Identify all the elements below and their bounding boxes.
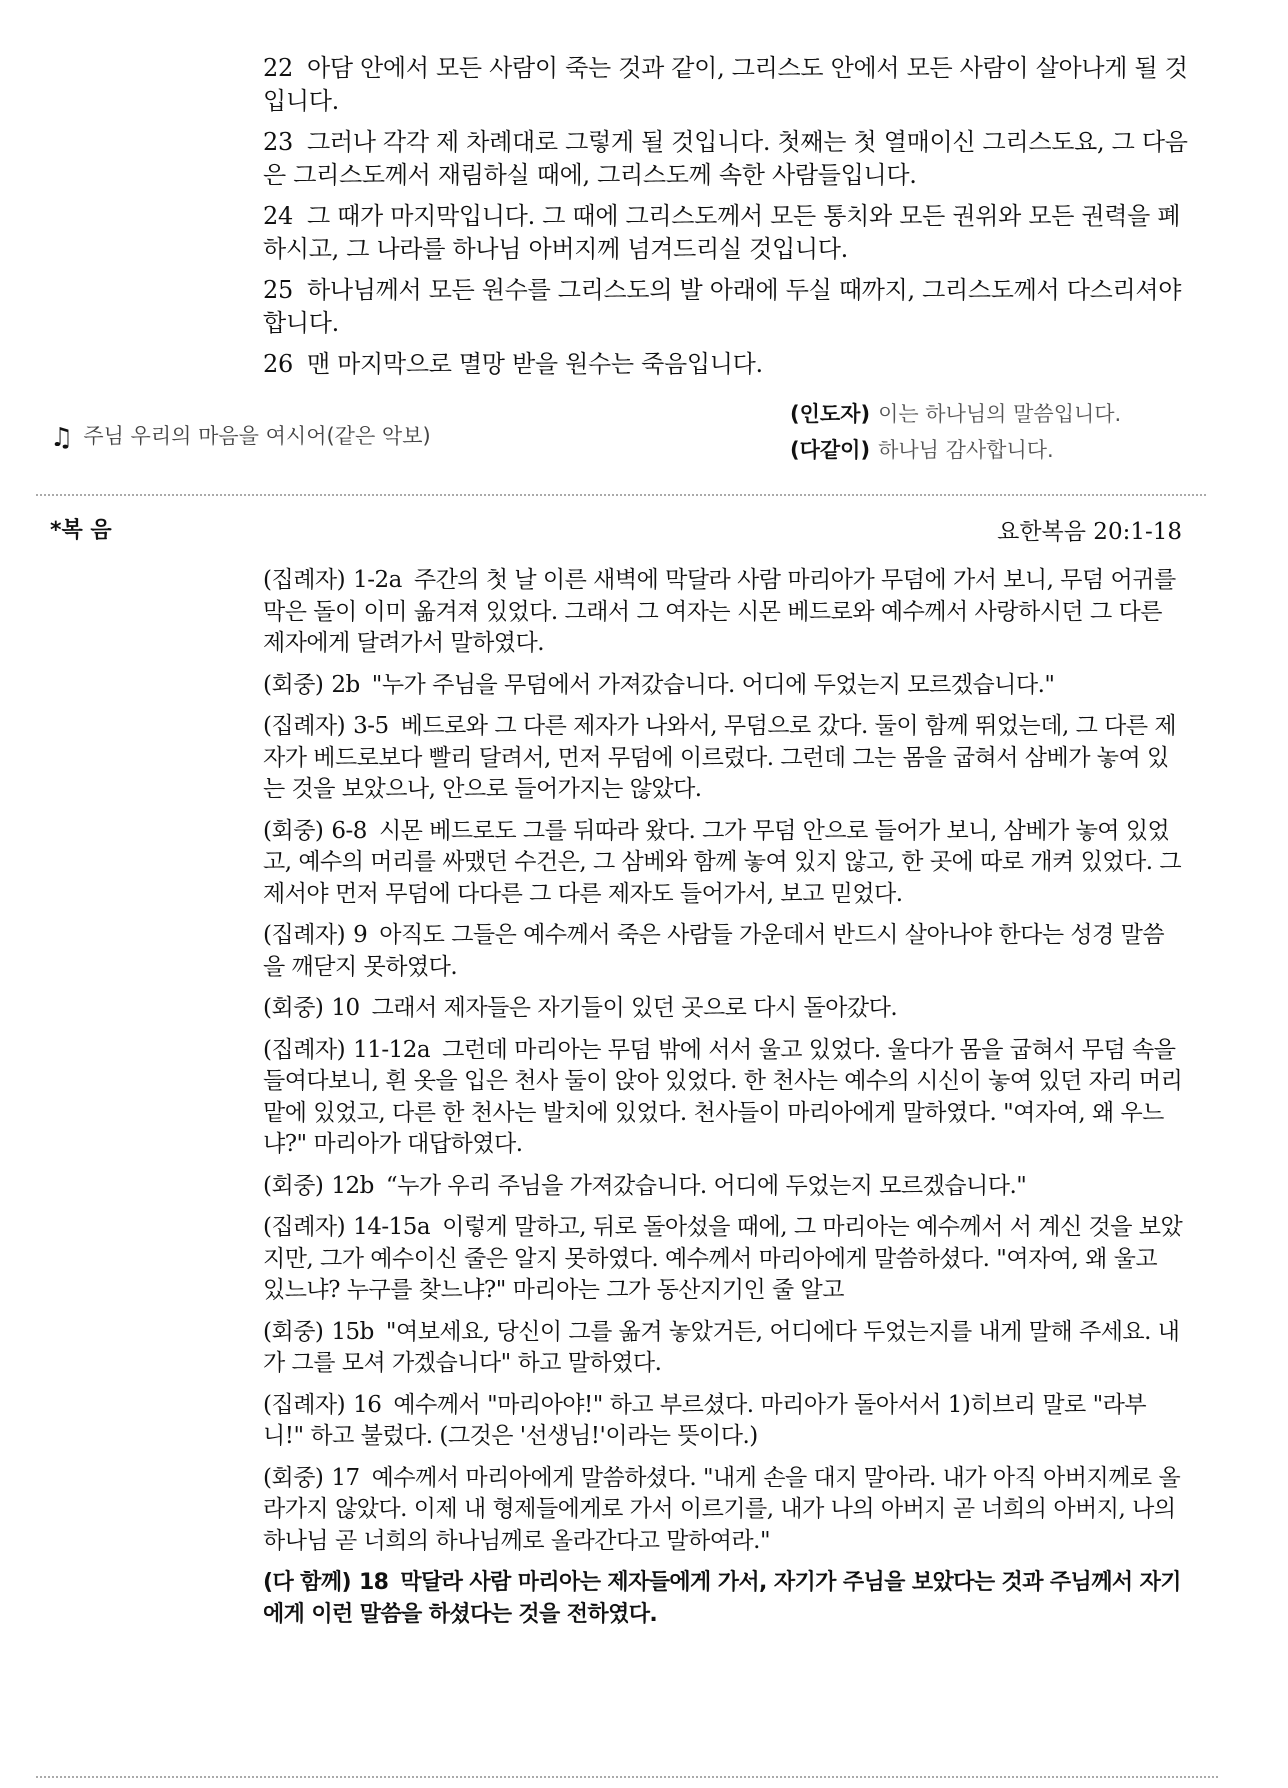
speaker-label: (회중) [263,671,324,698]
paragraph-text: 예수께서 "마리아야!" 하고 부르셨다. 마리아가 돌아서서 1)히브리 말로 "라부니!" 하고 불렀다. (그것은 '선생님!'이라는 뜻이다.) [263,1391,1147,1449]
verse-text: 아담 안에서 모든 사람이 죽는 것과 같이, 그리스도 안에서 모든 사람이 살아나게 될 것입니다. [263,54,1188,115]
verse-range: 9 [353,922,368,948]
reading-verses [263,52,1193,389]
music-note-icon: ♫ [50,423,74,453]
speaker-label: (회중) [263,1172,324,1199]
verse-range: 17 [331,1464,360,1491]
speaker-label: (회중) [263,1318,324,1345]
section-title: *복 음 [50,518,112,543]
verse-range: 2b [331,671,360,698]
verse-number: 22 [263,54,293,82]
gospel-paragraph [263,1171,1183,1203]
paragraph-text: 주간의 첫 날 이른 새벽에 막달라 사람 마리아가 무덤에 가서 보니, 무덤 어귀를 막은 돌이 이미 옮겨져 있었다. 그래서 그 여자는 시몬 베드로와 예수께서 사랑하시던 그 다른 제자에게 달려가서 말하였다. [263,567,1176,656]
gospel-paragraph [263,1463,1183,1558]
verse-range: 14-15a [353,1214,431,1240]
gospel-paragraph-unison [263,1567,1183,1630]
speaker-label: (집례자) [263,1036,346,1063]
verse-range: 6-8 [331,817,367,844]
dotted-divider [36,1776,1218,1778]
paragraph-text: "누가 주님을 무덤에서 가져갔습니다. 어디에 두었는지 모르겠습니다." [371,671,1055,698]
paragraph-text: 예수께서 마리아에게 말씀하셨다. "내게 손을 대지 말아라. 내가 아직 아버지께로 올라가지 않았다. 이제 내 형제들에게로 가서 이르기를, 내가 나의 아버지 곧 너희의 아버지, 나의 하나님 곧 너희의 하나님께로 올라간다고 말하여라." [263,1464,1181,1554]
gospel-paragraph [263,1390,1183,1453]
paragraph-text: 그런데 마리아는 무덤 밖에 서서 울고 있었다. 울다가 몸을 굽혀서 무덤 속을 들여다보니, 흰 옷을 입은 천사 둘이 앉아 있었다. 한 천사는 예수의 시신이 놓여 있던 자리 머리맡에 있었고, 다른 한 천사는 발치에 있었다. 천사들이 마리아에게 말하였다. "여자여, 왜 우느냐?" 마리아가 대답하였다. [263,1036,1183,1157]
verse [263,200,1193,266]
paragraph-text: 이렇게 말하고, 뒤로 돌아섰을 때에, 그 마리아는 예수께서 서 계신 것을 보았지만, 그가 예수이신 줄은 알지 못하였다. 예수께서 마리아에게 말씀하셨다. "여자여, 왜 울고 있느냐? 누구를 찾느냐?" 마리아는 그가 동산지기인 줄 알고 [263,1214,1183,1303]
verse-range: 10 [331,995,360,1021]
verse-text: 하나님께서 모든 원수를 그리스도의 발 아래에 두실 때까지, 그리스도께서 다스리셔야 합니다. [263,276,1182,337]
gospel-reading [263,565,1183,1640]
verse-range: 18 [358,1570,389,1595]
response-text: 하나님 감사합니다. [878,438,1054,462]
response-line [790,432,1121,468]
verse-number: 24 [263,202,293,230]
paragraph-text: “누가 우리 주님을 가져갔습니다. 어디에 두었는지 모르겠습니다." [385,1172,1027,1199]
response-role: (다같이) [790,438,871,462]
paragraph-text: 막달라 사람 마리아는 제자들에게 가서, 자기가 주님을 보았다는 것과 주님께서 자기에게 이런 말씀을 하셨다는 것을 전하였다. [263,1570,1181,1627]
verse [263,274,1193,340]
response-line [790,396,1121,432]
hymn-line [50,420,431,453]
response-text: 이는 하나님의 말씀입니다. [878,402,1122,426]
verse-text: 그 때가 마지막입니다. 그 때에 그리스도께서 모든 통치와 모든 권위와 모든 권력을 폐하시고, 그 나라를 하나님 아버지께 넘겨드리실 것입니다. [263,202,1181,263]
speaker-label: (회중) [263,995,324,1021]
verse-range: 11-12a [353,1036,431,1063]
speaker-label: (집례자) [263,922,346,948]
scripture-reference: 요한복음 20:1-18 [997,519,1182,545]
paragraph-text: 아직도 그들은 예수께서 죽은 사람들 가운데서 반드시 살아나야 한다는 성경 말씀을 깨닫지 못하였다. [263,922,1165,980]
gospel-paragraph [263,1212,1183,1307]
speaker-label: (회중) [263,817,324,844]
verse [263,348,1193,381]
verse-range: 16 [353,1391,382,1418]
speaker-label: (집례자) [263,713,346,739]
verse-range: 12b [331,1172,374,1199]
verse-text: 맨 마지막으로 멸망 받을 원수는 죽음입니다. [306,350,763,378]
verse-number: 26 [263,350,293,378]
speaker-label: (집례자) [263,567,346,593]
gospel-paragraph [263,1317,1183,1380]
gospel-paragraph [263,565,1183,660]
paragraph-text: 베드로와 그 다른 제자가 나와서, 무덤으로 갔다. 둘이 함께 뛰었는데, 그 다른 제자가 베드로보다 빨리 달려서, 먼저 무덤에 이르렀다. 그런데 그는 몸을 굽혀서 삼베가 놓여 있는 것을 보았으나, 안으로 들어가지는 않았다. [263,713,1177,802]
verse [263,52,1193,118]
speaker-label: (회중) [263,1464,324,1491]
gospel-paragraph [263,993,1183,1025]
speaker-label: (집례자) [263,1214,346,1240]
hymn-title: 주님 우리의 마음을 여시어(같은 악보) [83,424,431,448]
verse-text: 그러나 각각 제 차례대로 그렇게 될 것입니다. 첫째는 첫 열매이신 그리스도요, 그 다음은 그리스도께서 재림하실 때에, 그리스도께 속한 사람들입니다. [263,128,1188,189]
gospel-paragraph [263,711,1183,806]
verse-range: 3-5 [353,713,389,739]
speaker-label: (다 함께) [263,1570,351,1595]
speaker-label: (집례자) [263,1391,346,1418]
responsive-reading [790,396,1121,468]
paragraph-text: 시몬 베드로도 그를 뒤따라 왔다. 그가 무덤 안으로 들어가 보니, 삼베가 놓여 있었고, 예수의 머리를 싸맸던 수건은, 그 삼베와 함께 놓여 있지 않고, 한 곳에 따로 개켜 있었다. 그제서야 먼저 무덤에 다다른 그 다른 제자도 들어가서, 보고 믿었다. [263,817,1182,907]
verse-range: 1-2a [353,567,402,593]
gospel-paragraph [263,920,1183,983]
verse-range: 15b [331,1318,374,1345]
verse-number: 25 [263,276,293,304]
gospel-paragraph [263,1035,1183,1161]
response-role: (인도자) [790,402,871,426]
dotted-divider [36,494,1206,496]
paragraph-text: 그래서 제자들은 자기들이 있던 곳으로 다시 돌아갔다. [371,995,898,1021]
paragraph-text: "여보세요, 당신이 그를 옮겨 놓았거든, 어디에다 두었는지를 내게 말해 주세요. 내가 그를 모셔 가겠습니다" 하고 말하였다. [263,1318,1180,1376]
verse-number: 23 [263,128,293,156]
gospel-paragraph [263,816,1183,911]
verse [263,126,1193,192]
gospel-paragraph [263,670,1183,702]
